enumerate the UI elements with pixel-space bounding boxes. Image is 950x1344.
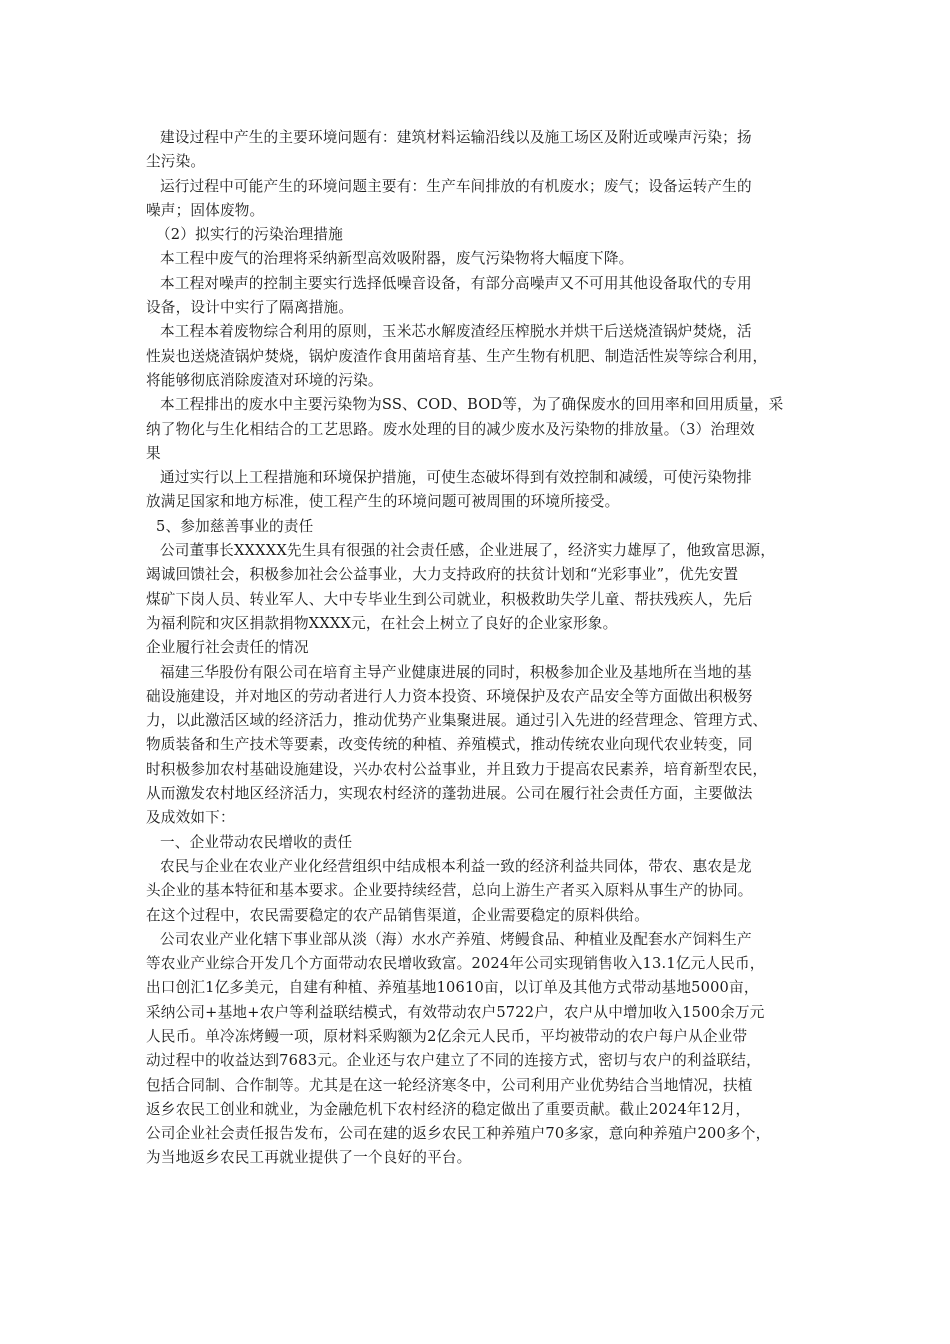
text-line: 动过程中的收益达到7683元。企业还与农户建立了不同的连接方式，密切与农户的利益联结， <box>146 1052 761 1070</box>
text-line: 物质装备和生产技术等要素，改变传统的种植、养殖模式，推动传统农业向现代农业转变，同 <box>146 736 753 754</box>
text-line: 煤矿下岗人员、转业军人、大中专毕业生到公司就业，积极救助失学儿童、帮扶残疾人，先后 <box>146 590 753 608</box>
text-line: 建设过程中产生的主要环境问题有：建筑材料运输沿线以及施工场区及附近或噪声污染；扬 <box>160 129 752 146</box>
text-line: 本工程本着废物综合利用的原则，玉米芯水解废渣经压榨脱水并烘干后送烧渣锅炉焚烧，活 <box>160 323 752 341</box>
text-line: 础设施建设，并对地区的劳动者进行人力资本投资、环境保护及农产品安全等方面做出积极努 <box>146 687 753 705</box>
section-heading: 一、企业带动农民增收的责任 <box>160 833 353 851</box>
text-line: 性炭也送烧渣锅炉焚烧，锅炉废渣作食用菌培育基、生产生物有机肥、制造活性炭等综合利用， <box>146 347 768 365</box>
text-line: 竭诚回馈社会，积极参加社会公益事业，大力支持政府的扶贫计划和“光彩事业”，优先安置 <box>146 566 739 584</box>
text-line: 公司企业社会责任报告发布，公司在建的返乡农民工种养殖户70多家，意向种养殖户200多个， <box>146 1125 771 1143</box>
text-line: 在这个过程中，农民需要稳定的农产品销售渠道，企业需要稳定的原料供给。 <box>146 906 649 924</box>
text-line: 公司董事长XXXXX先生具有很强的社会责任感，企业进展了，经济实力雄厚了，他致富思源， <box>160 542 776 560</box>
text-line: 本工程排出的废水中主要污染物为SS、COD、BOD等，为了确保废水的回用率和回用质量，采 <box>160 396 784 414</box>
text-line: 果 <box>146 444 161 462</box>
text-line: 头企业的基本特征和基本要求。企业要持续经营，总向上游生产者买入原料从事生产的协同。 <box>146 882 753 900</box>
text-line: 公司农业产业化辖下事业部从淡（海）水水产养殖、烤鳗食品、种植业及配套水产饲料生产 <box>160 930 752 948</box>
text-line: 时积极参加农村基础设施建设，兴办农村公益事业，并且致力于提高农民素养，培育新型农民， <box>146 760 768 778</box>
text-line: 出口创汇1亿多美元，自建有种植、养殖基地10610亩，以订单及其他方式带动基地5000亩， <box>146 979 759 997</box>
text-line: 本工程对噪声的控制主要实行选择低噪音设备，有部分高噪声又不可用其他设备取代的专用 <box>160 274 752 292</box>
text-line: 采纳公司+基地+农户等利益联结模式，有效带动农户5722户，农户从中增加收入1500余万元 <box>146 1003 765 1021</box>
text-line: 及成效如下： <box>146 809 235 827</box>
text-line: 农民与企业在农业产业化经营组织中结成根本利益一致的经济利益共同体，带农、惠农是龙 <box>160 857 752 875</box>
text-line: 运行过程中可能产生的环境问题主要有：生产车间排放的有机废水；废气；设备运转产生的 <box>160 177 752 195</box>
text-line: 福建三华股份有限公司在培育主导产业健康进展的同时，积极参加企业及基地所在当地的基 <box>160 663 752 681</box>
text-line: 噪声；固体废物。 <box>146 201 265 219</box>
text-line: 人民币。单冷冻烤鳗一项，原材料采购额为2亿余元人民币，平均被带动的农户每户从企业带 <box>146 1027 748 1045</box>
section-title: 企业履行社会责任的情况 <box>146 639 309 657</box>
text-line: 将能够彻底消除废渣对环境的污染。 <box>146 371 383 389</box>
text-line: 放满足国家和地方标准，使工程产生的环境问题可被周围的环境所接受。 <box>146 493 620 511</box>
text-line: 为当地返乡农民工再就业提供了一个良好的平台。 <box>146 1149 472 1167</box>
document-body <box>146 126 810 1171</box>
text-line: 返乡农民工创业和就业，为金融危机下农村经济的稳定做出了重要贡献。截止2024年12月， <box>146 1100 751 1118</box>
section-heading: 5、参加慈善事业的责任 <box>156 517 314 535</box>
text-line: 尘污染。 <box>146 153 206 171</box>
text-line: 为福利院和灾区捐款捐物XXXX元，在社会上树立了良好的企业家形象。 <box>146 614 618 632</box>
text-line: 纳了物化与生化相结合的工艺思路。废水处理的目的减少废水及污染物的排放量。（3）治理效 <box>146 420 755 438</box>
section-heading: （2）拟实行的污染治理措施 <box>156 226 344 244</box>
text-line: 从而激发农村地区经济活力，实现农村经济的蓬勃进展。公司在履行社会责任方面，主要做法 <box>146 785 753 803</box>
text-line: 等农业产业综合开发几个方面带动农民增收致富。2024年公司实现销售收入13.1亿元人民币， <box>146 955 765 973</box>
text-line: 本工程中废气的治理将采纳新型高效吸附器，废气污染物将大幅度下降。 <box>160 250 634 268</box>
text-line: 力，以此激活区域的经济活力，推动优势产业集聚进展。通过引入先进的经营理念、管理方式、 <box>146 712 768 730</box>
text-line: 通过实行以上工程措施和环境保护措施，可使生态破坏得到有效控制和减缓，可使污染物排 <box>160 469 752 487</box>
text-line: 包括合同制、合作制等。尤其是在这一轮经济寒冬中，公司利用产业优势结合当地情况，扶植 <box>146 1076 753 1094</box>
text-line: 设备，设计中实行了隔离措施。 <box>146 299 354 317</box>
